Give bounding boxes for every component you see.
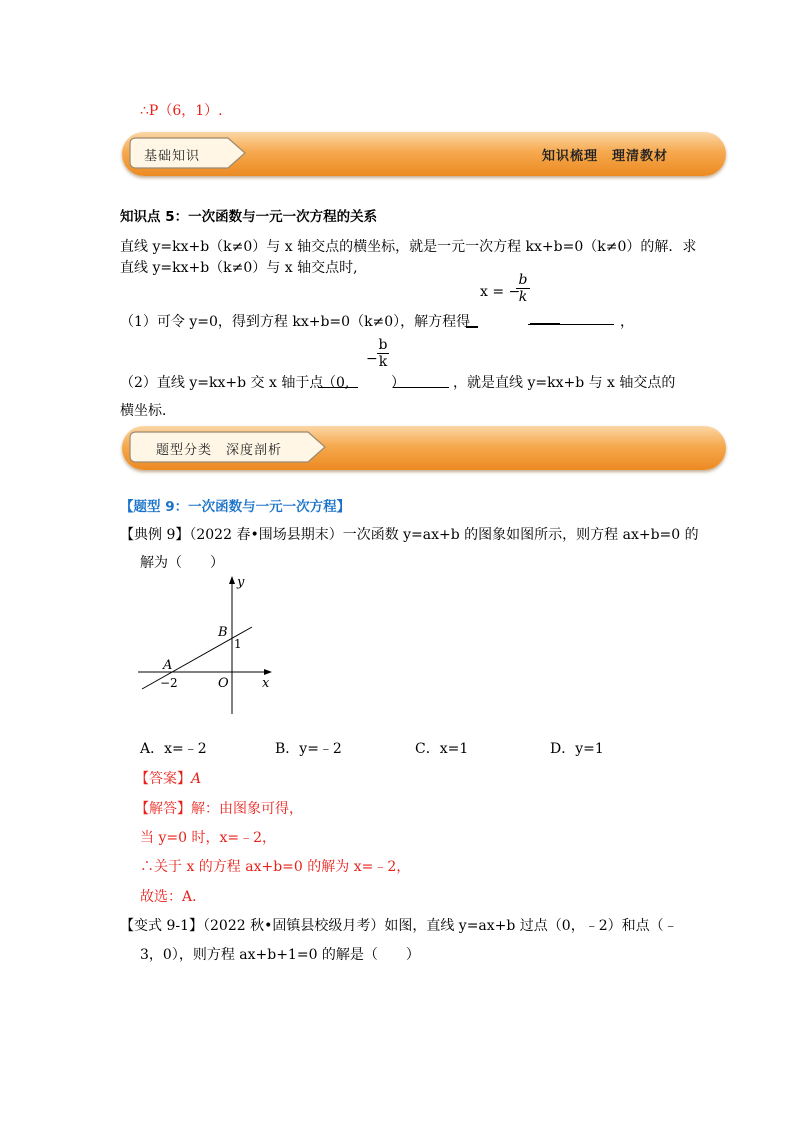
item-2-rest: ，就是直线 y=kx+b 与 x 轴交点的 bbox=[453, 375, 676, 391]
point-a-label: A bbox=[163, 658, 173, 673]
item-2-point: （0, bbox=[322, 375, 350, 391]
fraction2-b-over-k bbox=[377, 337, 389, 370]
solution-line-2: 当 y=0 时，x=﹣2， bbox=[140, 830, 276, 846]
answer-blank-1c bbox=[530, 323, 560, 325]
fraction-prefix-x: x = − bbox=[480, 284, 521, 300]
option-a: A．x=﹣2 bbox=[140, 741, 207, 757]
y-axis-arrow bbox=[229, 576, 235, 584]
option-d: D．y=1 bbox=[550, 741, 604, 757]
solution-line-4: 故选：A． bbox=[140, 889, 207, 905]
item-2-close: ） bbox=[391, 375, 405, 391]
answer-line bbox=[135, 768, 201, 788]
kp-paragraph-line-1: 直线 y=kx+b（k≠0）与 x 轴交点的横坐标，就是一元一次方程 kx+b=0（k≠0）的解．求 bbox=[120, 239, 697, 255]
intercept-neg2-label: −2 bbox=[160, 676, 178, 690]
answer-blank-2b bbox=[393, 387, 449, 388]
option-c: C．x=1 bbox=[415, 741, 469, 757]
fraction2-minus: − bbox=[366, 351, 378, 367]
banner-right-label: 知识梳理 理清教材 bbox=[541, 149, 668, 164]
intercept-1-label: 1 bbox=[234, 637, 242, 651]
answer-blank-2a bbox=[318, 387, 358, 388]
previous-answer-line: ∴P（6，1）. bbox=[140, 103, 223, 119]
linear-function-graph bbox=[130, 570, 280, 720]
solution-line-3: ∴关于 x 的方程 ax+b=0 的解为 x=﹣2， bbox=[140, 859, 411, 875]
kp-paragraph-line-2: 直线 y=kx+b（k≠0）与 x 轴交点时, bbox=[120, 260, 358, 276]
solution-text-1: 解：由图象可得， bbox=[191, 801, 303, 817]
knowledge-point-title: 知识点 5：一次函数与一元一次方程的关系 bbox=[120, 209, 378, 225]
example-text: （2022 春•围场县期末）一次函数 y=ax+b 的图象如图所示，则方程 ax+b=0 的 bbox=[189, 527, 699, 543]
fraction2-denominator: k bbox=[378, 354, 388, 370]
fraction-numerator: b bbox=[518, 272, 528, 288]
solution-line-1 bbox=[135, 798, 303, 818]
variant-text: （2022 秋•固镇县校级月考）如图，直线 y=ax+b 过点（0，﹣2）和点（﹣ bbox=[203, 918, 678, 934]
x-axis-arrow bbox=[264, 669, 272, 675]
variant-question-line-2: 3，0），则方程 ax+b+1=0 的解是（ ） bbox=[140, 947, 420, 963]
solution-label: 【解答】 bbox=[135, 801, 191, 817]
fraction-denominator: k bbox=[516, 288, 530, 305]
example-question-line-2: 解为（ ） bbox=[140, 555, 224, 571]
example-label: 【典例 9】 bbox=[120, 527, 190, 543]
item-2-line-2: 横坐标． bbox=[120, 403, 176, 419]
point-b-label: B bbox=[218, 625, 228, 640]
answer-label: 【答案】 bbox=[135, 771, 191, 787]
question-type-title: 【题型 9：一次函数与一元一次方程】 bbox=[120, 499, 351, 515]
section-banner-types bbox=[122, 426, 726, 470]
fraction-b-over-k bbox=[516, 272, 530, 305]
origin-label: O bbox=[218, 676, 229, 691]
banner2-tag-label: 题型分类 深度剖析 bbox=[156, 443, 283, 458]
variant-question bbox=[120, 915, 678, 935]
item-2-text: （2）直线 y=kx+b 交 x 轴于点 bbox=[120, 375, 324, 391]
item-1-text: （1）可令 y=0，得到方程 kx+b=0（k≠0），解方程得 bbox=[120, 314, 471, 330]
answer-value: A bbox=[191, 771, 202, 787]
y-axis-label: y bbox=[237, 575, 245, 590]
option-b: B．y=﹣2 bbox=[275, 741, 342, 757]
fraction2-numerator: b bbox=[378, 337, 388, 353]
example-question bbox=[120, 524, 699, 544]
answer-blank-1a bbox=[466, 326, 478, 328]
item-1-end: ， bbox=[620, 314, 634, 330]
section-banner-basic bbox=[122, 132, 726, 176]
x-axis-label: x bbox=[262, 676, 270, 691]
variant-label: 【变式 9-1】 bbox=[120, 918, 203, 934]
banner-tag-label: 基础知识 bbox=[144, 149, 201, 164]
